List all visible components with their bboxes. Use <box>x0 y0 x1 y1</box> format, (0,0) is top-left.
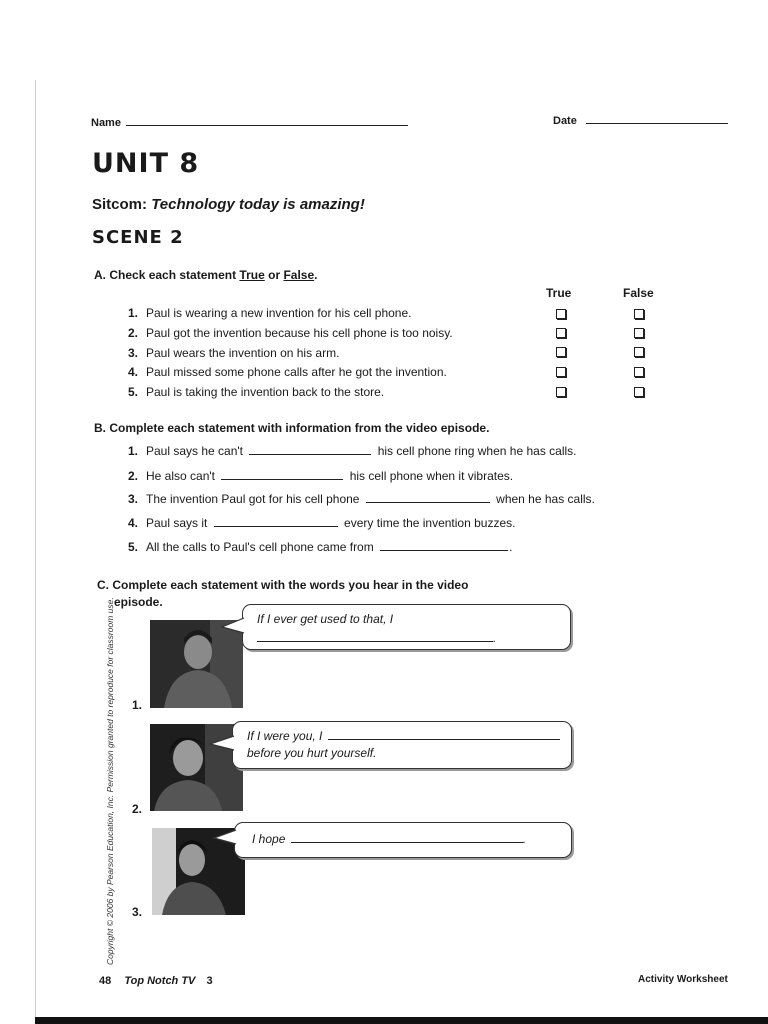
true-checkbox-4[interactable] <box>556 367 566 377</box>
fill-in-item <box>128 444 577 458</box>
footer-left <box>99 975 213 987</box>
section-b-heading-text: Complete each statement with information from the video episode. <box>109 421 490 435</box>
item-text: Paul wears the invention on his arm. <box>146 346 340 360</box>
answer-blank[interactable] <box>214 526 338 527</box>
answer-blank[interactable] <box>366 502 490 503</box>
item-number: 5. <box>128 540 139 554</box>
statement-item <box>128 365 447 379</box>
true-checkbox-2[interactable] <box>556 328 566 338</box>
item-number: 2. <box>128 326 139 340</box>
item-text-before: All the calls to Paul's cell phone came from <box>146 540 374 554</box>
item-text-after: his cell phone when it vibrates. <box>349 469 514 483</box>
date-field[interactable] <box>553 115 728 127</box>
scene-title: SCENE 2 <box>92 227 184 248</box>
copyright-notice: Copyright © 2006 by Pearson Education, Inc. Permission granted to reproduce for classroom use. <box>105 597 115 965</box>
answer-blank[interactable] <box>221 479 343 480</box>
section-a-heading-text: Check each statement <box>109 268 237 282</box>
item-number: 1. <box>128 306 139 320</box>
section-a-heading <box>94 268 317 282</box>
statement-item <box>128 346 339 360</box>
photo-number: 2. <box>132 802 143 816</box>
item-number: 3. <box>128 346 139 360</box>
sitcom-episode-title: Technology today is amazing! <box>151 196 365 213</box>
section-a-true-word: True <box>239 268 265 282</box>
bubble-period: . <box>522 832 527 846</box>
answer-blank[interactable] <box>291 842 523 843</box>
section-a-or-word: or <box>268 268 281 282</box>
name-field[interactable] <box>91 117 408 129</box>
false-checkbox-1[interactable] <box>634 309 644 319</box>
photo-number: 1. <box>132 698 143 712</box>
column-false-header: False <box>623 286 654 300</box>
false-checkbox-2[interactable] <box>634 328 644 338</box>
series-level: 3 <box>206 975 213 987</box>
item-number: 4. <box>128 365 139 379</box>
section-c-heading-line2: episode. <box>114 595 163 609</box>
item-number: 1. <box>128 444 139 458</box>
bubble-line-1: If I were you, I <box>247 729 560 743</box>
item-text-after: his cell phone ring when he has calls. <box>377 444 577 458</box>
fill-in-item <box>128 540 512 554</box>
true-checkbox-3[interactable] <box>556 347 566 357</box>
bubble-line-1: I hope . <box>252 832 527 846</box>
series-name: Top Notch TV <box>124 975 196 987</box>
answer-blank[interactable] <box>380 550 508 551</box>
item-text: Paul is wearing a new invention for his cell phone. <box>146 306 412 320</box>
bubble-period: . <box>493 631 497 645</box>
section-c-heading-line1: Complete each statement with the words you hear in the video <box>112 578 469 592</box>
true-checkbox-1[interactable] <box>556 309 566 319</box>
section-b-letter: B. <box>94 421 106 435</box>
item-text-after: when he has calls. <box>496 492 595 506</box>
section-b-heading <box>94 421 489 435</box>
section-a-period: . <box>314 268 318 282</box>
item-text: Paul got the invention because his cell phone is too noisy. <box>146 326 453 340</box>
answer-blank[interactable] <box>257 641 493 642</box>
item-text-after: . <box>509 540 513 554</box>
item-text-before: Paul says it <box>146 516 208 530</box>
false-checkbox-4[interactable] <box>634 367 644 377</box>
answer-blank[interactable] <box>328 739 560 740</box>
answer-blank[interactable] <box>249 454 371 455</box>
fill-in-item <box>128 469 513 483</box>
item-text-before: The invention Paul got for his cell phone <box>146 492 360 506</box>
statement-item <box>128 326 453 340</box>
bubble-line-1: If I ever get used to that, I <box>257 612 394 626</box>
fill-in-item <box>128 492 595 506</box>
page-number: 48 <box>99 975 112 987</box>
section-a-false-word: False <box>283 268 315 282</box>
name-label: Name <box>91 117 121 129</box>
scan-bottom-edge <box>35 1017 768 1024</box>
footer-right: Activity Worksheet <box>638 974 728 985</box>
speech-bubble-tail <box>220 616 246 636</box>
unit-title: UNIT 8 <box>92 148 200 179</box>
item-text: Paul is taking the invention back to the store. <box>146 385 385 399</box>
statement-item <box>128 306 412 320</box>
section-a-letter: A. <box>94 268 106 282</box>
item-number: 4. <box>128 516 139 530</box>
statement-item <box>128 385 384 399</box>
item-number: 5. <box>128 385 139 399</box>
date-blank[interactable] <box>586 123 728 124</box>
sitcom-title <box>92 196 365 213</box>
true-checkbox-5[interactable] <box>556 387 566 397</box>
photo-number: 3. <box>132 905 143 919</box>
name-blank[interactable] <box>126 125 408 126</box>
item-number: 3. <box>128 492 139 506</box>
item-text-before: He also can't <box>146 469 215 483</box>
sitcom-label: Sitcom: <box>92 196 148 213</box>
column-true-header: True <box>546 286 572 300</box>
fill-in-item <box>128 516 515 530</box>
bubble-line-2: before you hurt yourself. <box>247 746 377 760</box>
speech-bubble-tail <box>208 734 236 754</box>
item-number: 2. <box>128 469 139 483</box>
bubble-line-2 <box>257 631 496 645</box>
item-text: Paul missed some phone calls after he got the invention. <box>146 365 447 379</box>
date-label: Date <box>553 115 577 127</box>
false-checkbox-5[interactable] <box>634 387 644 397</box>
page-edge-line <box>35 80 36 1022</box>
item-text-before: Paul says he can't <box>146 444 244 458</box>
speech-bubble-tail <box>212 828 238 848</box>
section-c-letter: C. <box>97 578 109 592</box>
false-checkbox-3[interactable] <box>634 347 644 357</box>
item-text-after: every time the invention buzzes. <box>344 516 516 530</box>
